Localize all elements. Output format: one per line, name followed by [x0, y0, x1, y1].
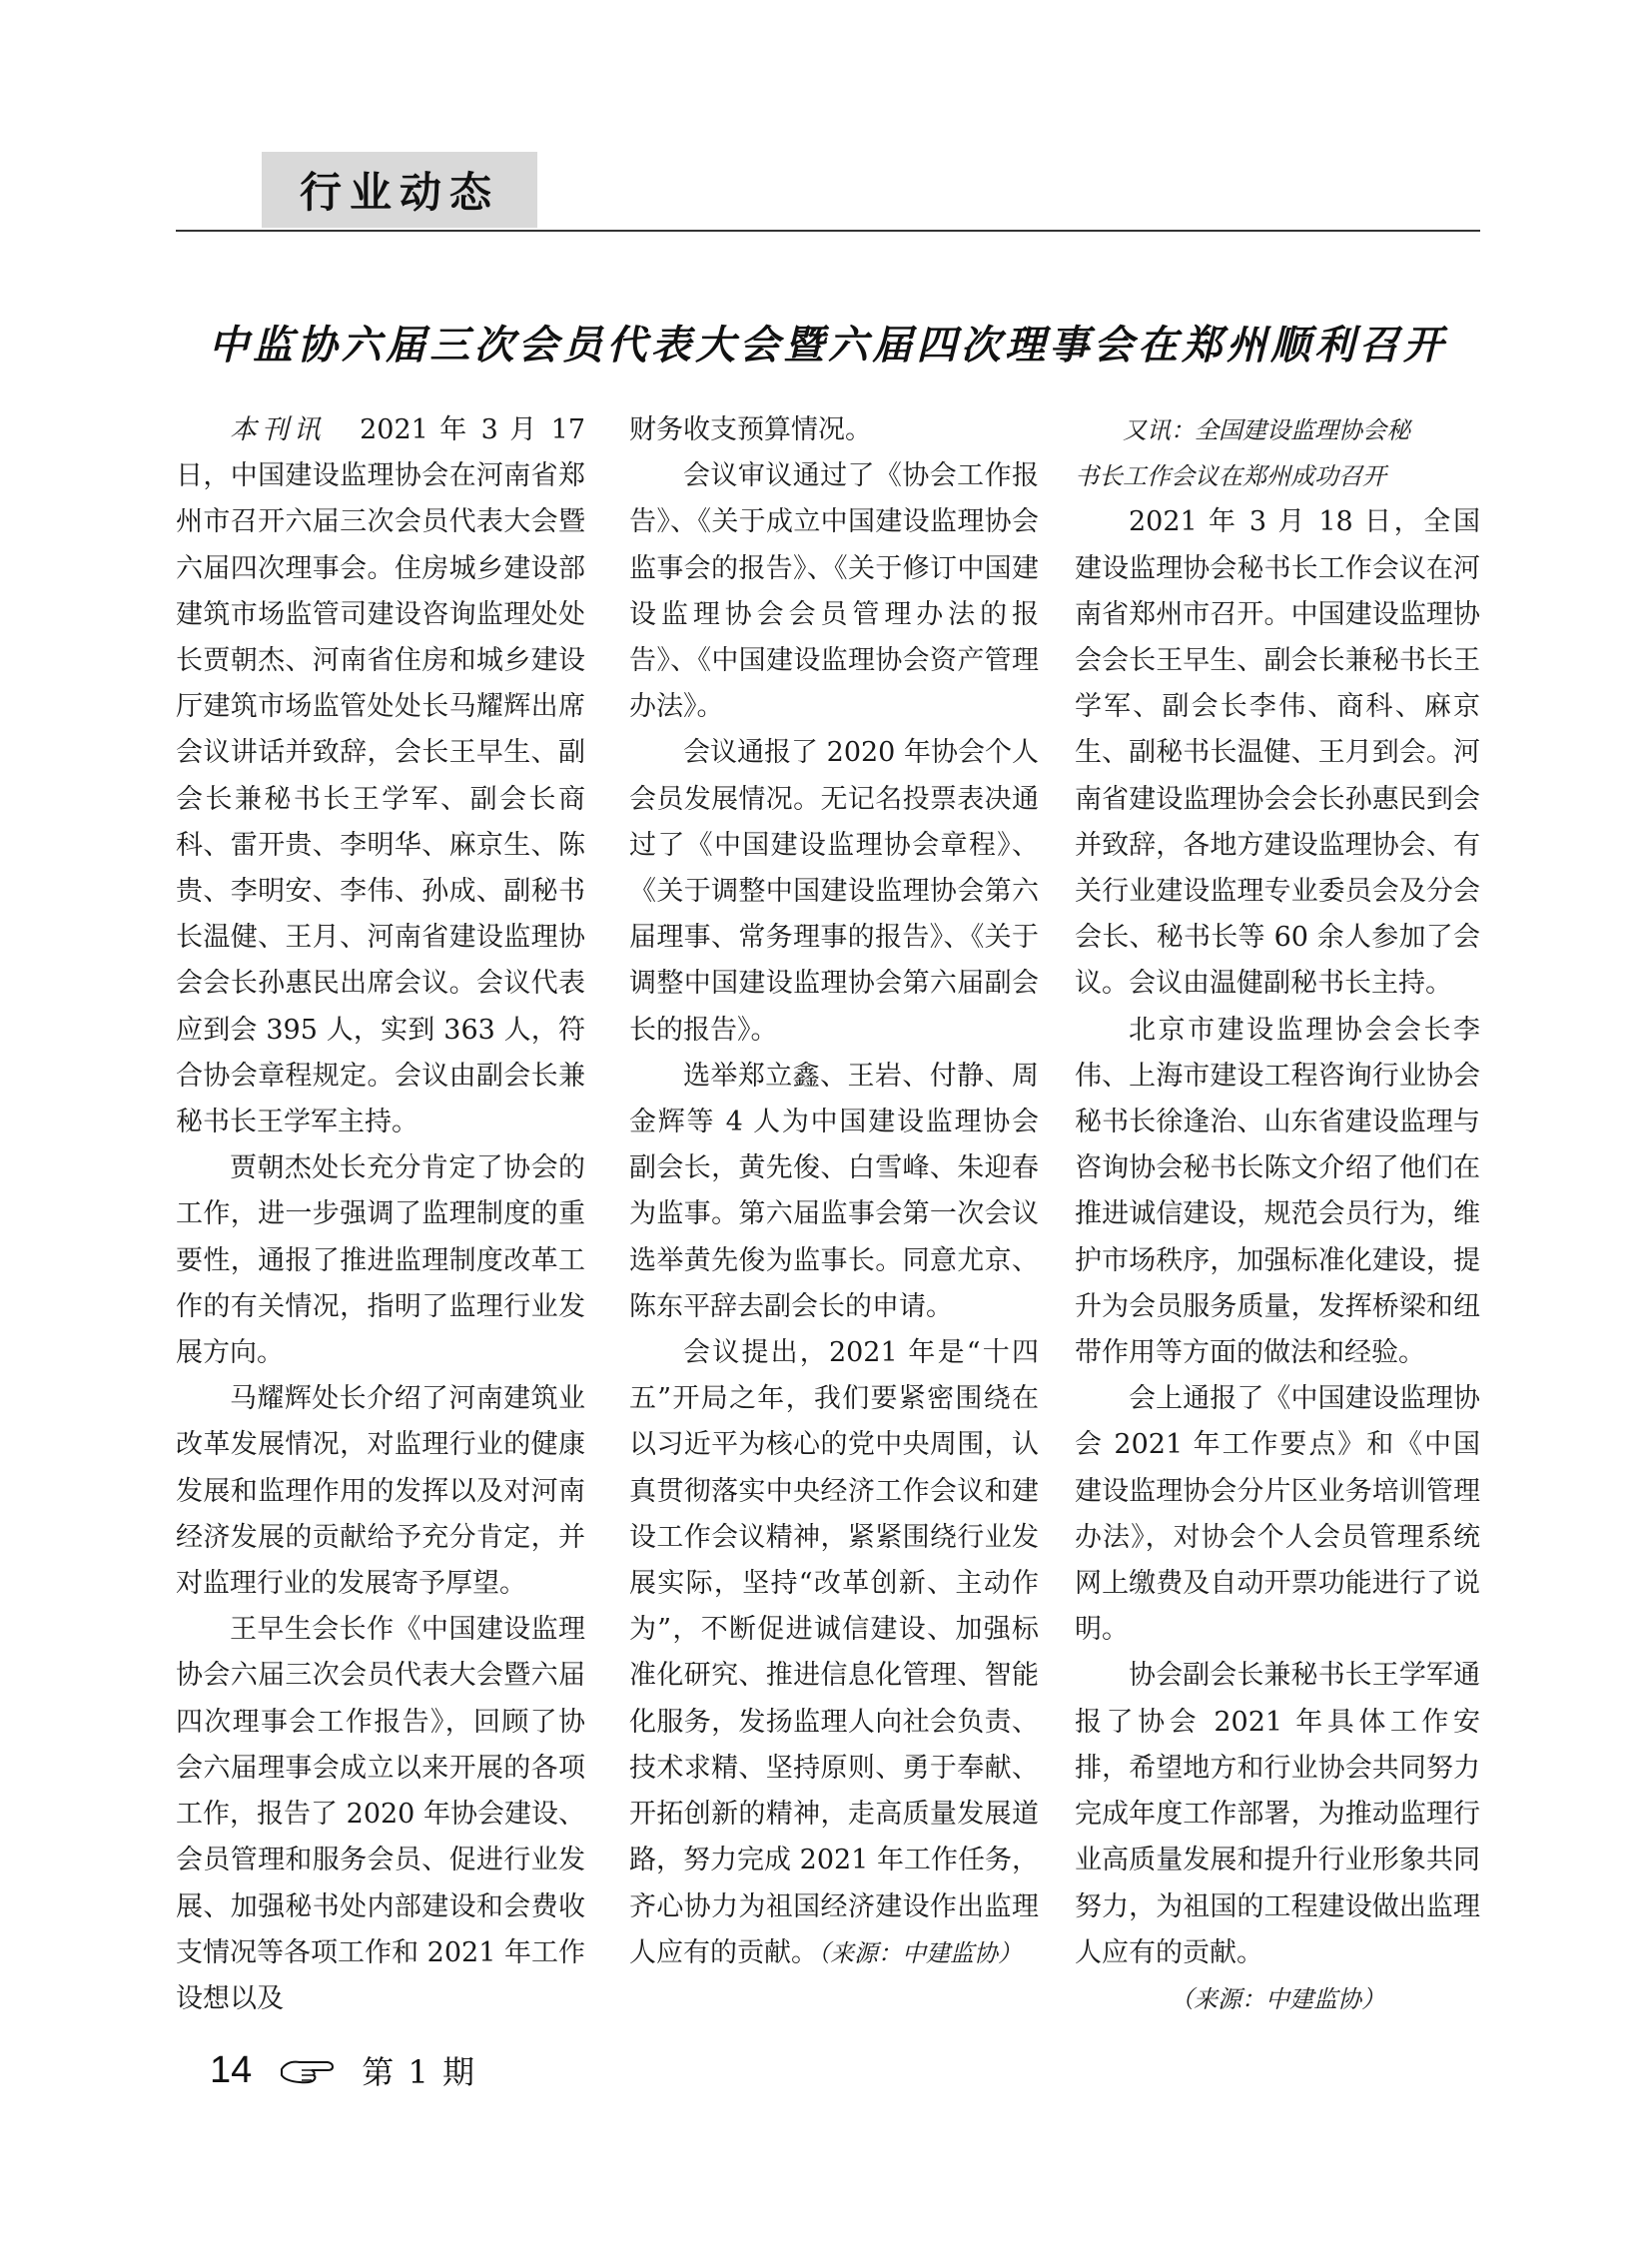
article-column-3	[1075, 407, 1480, 2022]
paragraph: 马耀辉处长介绍了河南建筑业改革发展情况，对监理行业的健康发展和监理作用的发挥以及对河南经济发展的贡献给予充分肯定，并对监理行业的发展寄予厚望。	[176, 1383, 585, 1600]
page-number: 14	[210, 2048, 253, 2091]
article-column-2	[629, 407, 1039, 1976]
paragraph: 2021 年 3 月 18 日，全国建设监理协会秘书长工作会议在河南省郑州市召开。中国建设监理协会会长王早生、副会长兼秘书长王学军、副会长李伟、商科、麻京生、副秘书长温健、王月到会。河南省建设监理协会会长孙惠民到会并致辞，各地方建设监理协会、有关行业建设监理专业委员会及分会会长、秘书长等 60 余人参加了会议。会议由温健副秘书长主持。	[1075, 506, 1480, 1000]
paragraph-text: 会议提出，2021 年是“十四五”开局之年，我们要紧密围绕在以习近平为核心的党中央周围，认真贯彻落实中央经济工作会议和建设工作会议精神，紧紧围绕行业发展实际，坚持“改革创新、主动作为”，不断促进诚信建设、加强标准化研究、推进信息化管理、智能化服务，发扬监理人向社会负责、技术求精、坚持原则、勇于奉献、开拓创新的精神，走高质量发展道路，努力完成 2021 年工作任务，齐心协力为祖国经济建设作出监理人应有的贡献。	[629, 1337, 1039, 1968]
source-note: （来源：中建监协）	[1170, 1984, 1385, 2013]
source-note: （来源：中建监协）	[818, 1938, 1022, 1967]
paragraph-text: 2021 年 3 月 17 日，中国建设监理协会在河南省郑州市召开六届三次会员代表大会暨六届四次理事会。住房城乡建设部建筑市场监管司建设咨询监理处处长贾朝杰、河南省住房和城乡建设厅建筑市场监管处处长马耀辉出席会议讲话并致辞，会长王早生、副会长兼秘书长王学军、副会长商科、雷开贵、李明华、麻京生、陈贵、李明安、李伟、孙成、副秘书长温健、王月、河南省建设监理协会会长孙惠民出席会议。会议代表应到会 395 人，实到 363 人，符合协会章程规定。会议由副会长兼秘书长王学军主持。	[176, 414, 586, 1138]
article-column-1	[176, 407, 585, 2022]
paragraph: 协会副会长兼秘书长王学军通报了协会 2021 年具体工作安排，希望地方和行业协会共同努力完成年度工作部署，为推动监理行业高质量发展和提升行业形象共同努力，为祖国的工程建设做出监理人应有的贡献。	[1075, 1660, 1480, 1968]
paragraph: 选举郑立鑫、王岩、付静、周金辉等 4 人为中国建设监理协会副会长，黄先俊、白雪峰、朱迎春为监事。第六届监事会第一次会议选举黄先俊为监事长。同意尤京、陈东平辞去副会长的申请。	[629, 1060, 1039, 1322]
paragraph: 北京市建设监理协会会长李伟、上海市建设工程咨询行业协会秘书长徐逢治、山东省建设监理与咨询协会秘书长陈文介绍了他们在推进诚信建设，规范会员行为，维护市场秩序，加强标准化建设，提升为会员服务质量，发挥桥梁和纽带作用等方面的做法和经验。	[1075, 1014, 1480, 1369]
section-label: 行业动态	[262, 152, 537, 228]
lead-tag: 本刊讯	[230, 414, 326, 445]
paragraph: 会上通报了《中国建设监理协会 2021 年工作要点》和《中国建设监理协会分片区业务培训管理办法》，对协会个人会员管理系统网上缴费及自动开票功能进行了说明。	[1075, 1383, 1480, 1646]
paragraph: 贾朝杰处长充分肯定了协会的工作，进一步强调了监理制度的重要性，通报了推进监理制度改革工作的有关情况，指明了监理行业发展方向。	[176, 1152, 585, 1369]
paragraph-lead	[176, 407, 585, 1145]
article-headline: 中监协六届三次会员代表大会暨六届四次理事会在郑州顺利召开	[208, 322, 1448, 369]
sub-headline-line-2: 书长工作会议在郑州成功召开	[1075, 462, 1386, 491]
pointing-hand-icon	[278, 2055, 336, 2085]
sub-headline-line-1: 又讯：全国建设监理协会秘	[1123, 416, 1410, 444]
paragraph: 会议审议通过了《协会工作报告》、《关于成立中国建设监理协会监事会的报告》、《关于修订中国建设监理协会会员管理办法的报告》、《中国建设监理协会资产管理办法》。	[629, 460, 1039, 723]
paragraph: 会议通报了 2020 年协会个人会员发展情况。无记名投票表决通过了《中国建设监理协会章程》、《关于调整中国建设监理协会第六届理事、常务理事的报告》、《关于调整中国建设监理协会第六届副会长的报告》。	[629, 737, 1039, 1046]
paragraph-continued: 财务收支预算情况。	[629, 414, 872, 445]
issue-label: 第 1 期	[362, 2053, 476, 2091]
paragraph	[629, 1330, 1039, 1976]
header-rule	[176, 230, 1480, 232]
paragraph: 王早生会长作《中国建设监理协会六届三次会员代表大会暨六届四次理事会工作报告》，回顾了协会六届理事会成立以来开展的各项工作，报告了 2020 年协会建设、会员管理和服务会员、促进行业发展、加强秘书处内部建设和会费收支情况等各项工作和 2021 年工作设想以及	[176, 1614, 585, 2014]
page-footer	[210, 2045, 476, 2095]
